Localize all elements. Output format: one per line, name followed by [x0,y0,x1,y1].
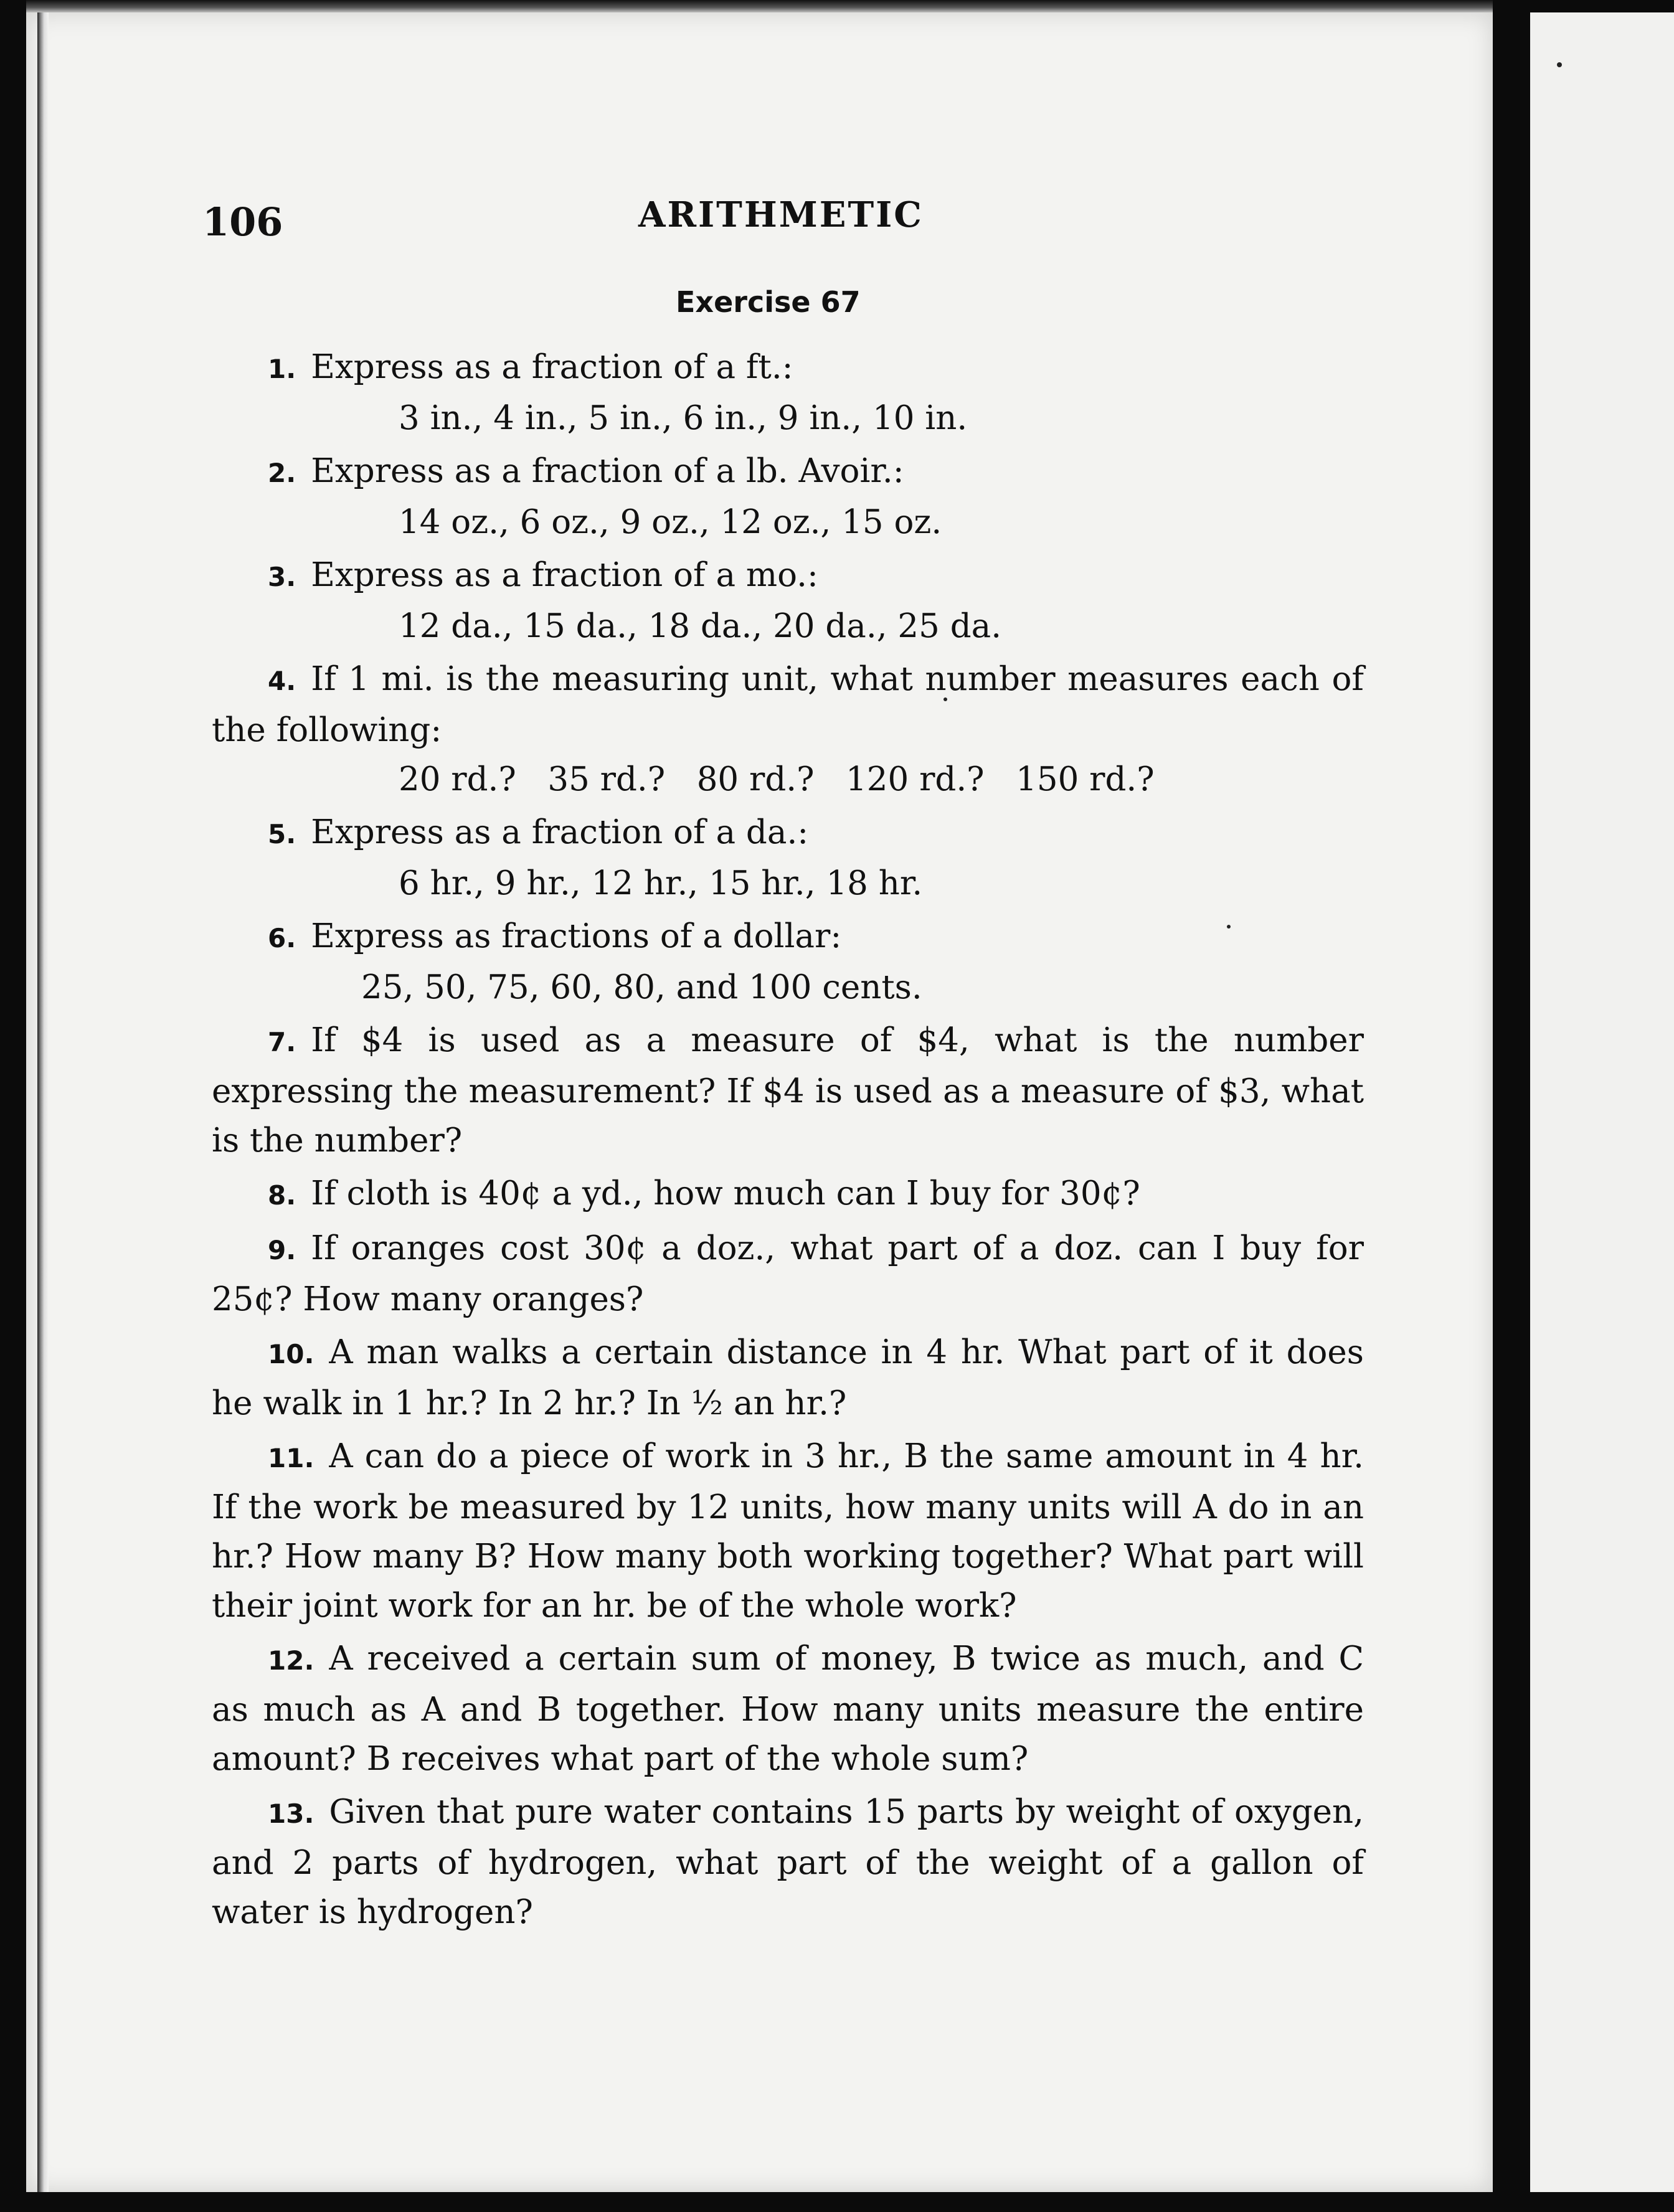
problem-number: 2. [268,458,296,488]
problem-body: Express as a fraction of a mo.: [311,556,818,594]
problem-values: 6 hr., 9 hr., 12 hr., 15 hr., 18 hr. [399,864,923,902]
problem-13 [212,1787,1364,1937]
problem-9 [212,1224,1364,1324]
problem-body: Given that pure water contains 15 parts by weight of oxygen, and 2 parts of hydrogen, what part of the weight of a gallon of water is hydrogen? [212,1793,1364,1931]
problem-body: If 1 mi. is the measuring unit, what number measures each of the following: [212,660,1364,749]
page-left-edge [37,12,49,2192]
problem-5 [212,808,1364,908]
problem-body: Express as a fraction of a lb. Avoir.: [311,452,904,490]
problem-text [212,1224,1364,1324]
problem-values: 3 in., 4 in., 5 in., 6 in., 9 in., 10 in. [399,399,968,437]
page-header [202,187,1398,243]
problem-number: 1. [268,354,296,384]
problem-values: 12 da., 15 da., 18 da., 20 da., 25 da. [399,607,1002,645]
problem-7 [212,1016,1364,1165]
problem-values: 25, 50, 75, 60, 80, and 100 cents. [361,968,922,1006]
problem-number: 4. [268,666,296,696]
problem-8 [212,1169,1364,1220]
problem-text [212,1634,1364,1784]
problem-12 [212,1634,1364,1784]
problem-number: 9. [268,1235,296,1265]
problem-text [212,447,1364,498]
problem-body: If oranges cost 30¢ a doz., what part of a doz. can I buy for 25¢? How many oranges? [212,1229,1364,1318]
problem-text [212,1016,1364,1165]
problem-6 [212,912,1364,1012]
problem-number: 7. [268,1027,296,1057]
problem-text [212,1328,1364,1428]
problem-number: 10. [268,1339,314,1369]
problem-body: Express as fractions of a dollar: [311,917,842,955]
problem-text [212,912,1364,963]
problem-body: Express as a fraction of a da.: [311,813,809,851]
problem-text [212,808,1364,859]
facing-page-edge [1530,12,1674,2192]
problem-text [212,343,1364,394]
running-head: ARITHMETIC [638,194,924,235]
problem-text [212,1169,1364,1220]
problem-number: 3. [268,562,296,592]
problem-number: 12. [268,1645,314,1676]
problem-4 [212,655,1364,804]
problem-3 [212,551,1364,651]
problem-body: Express as a fraction of a ft.: [311,348,793,386]
problem-2 [212,447,1364,547]
problem-number: 8. [268,1180,296,1211]
page-number: 106 [202,199,283,245]
problem-values: 20 rd.? 35 rd.? 80 rd.? 120 rd.? 150 rd.? [399,760,1155,798]
problem-number: 11. [268,1443,314,1473]
problem-number: 5. [268,819,296,849]
problem-list [212,343,1364,1940]
problem-body: If $4 is used as a measure of $4, what is the number expressing the measurement? If $4 is used as a measure of $3, what is the number? [212,1021,1364,1160]
problem-values: 14 oz., 6 oz., 9 oz., 12 oz., 15 oz. [399,503,942,541]
problem-text [212,551,1364,602]
problem-number: 6. [268,923,296,953]
problem-10 [212,1328,1364,1428]
problem-11 [212,1432,1364,1630]
book-gutter [1493,0,1530,2212]
scan-speck [1557,62,1562,67]
exercise-title: Exercise 67 [676,285,861,319]
problem-body: A can do a piece of work in 3 hr., B the same amount in 4 hr. If the work be measured by 12 units, how many units will A do in an hr.? How many B? How many both working together? What part will their joint work for an hr. be of the whole work? [212,1437,1364,1625]
problem-body: A received a certain sum of money, B twice as much, and C as much as A and B together. How many units measure the entire amount? B receives what part of the whole sum? [212,1640,1364,1778]
problem-text [212,655,1364,755]
problem-body: A man walks a certain distance in 4 hr. What part of it does he walk in 1 hr.? In 2 hr.? In ½ an hr.? [212,1333,1364,1422]
problem-text [212,1432,1364,1630]
problem-body: If cloth is 40¢ a yd., how much can I buy for 30¢? [311,1175,1140,1212]
problem-text [212,1787,1364,1937]
problem-number: 13. [268,1798,314,1829]
problem-1 [212,343,1364,443]
